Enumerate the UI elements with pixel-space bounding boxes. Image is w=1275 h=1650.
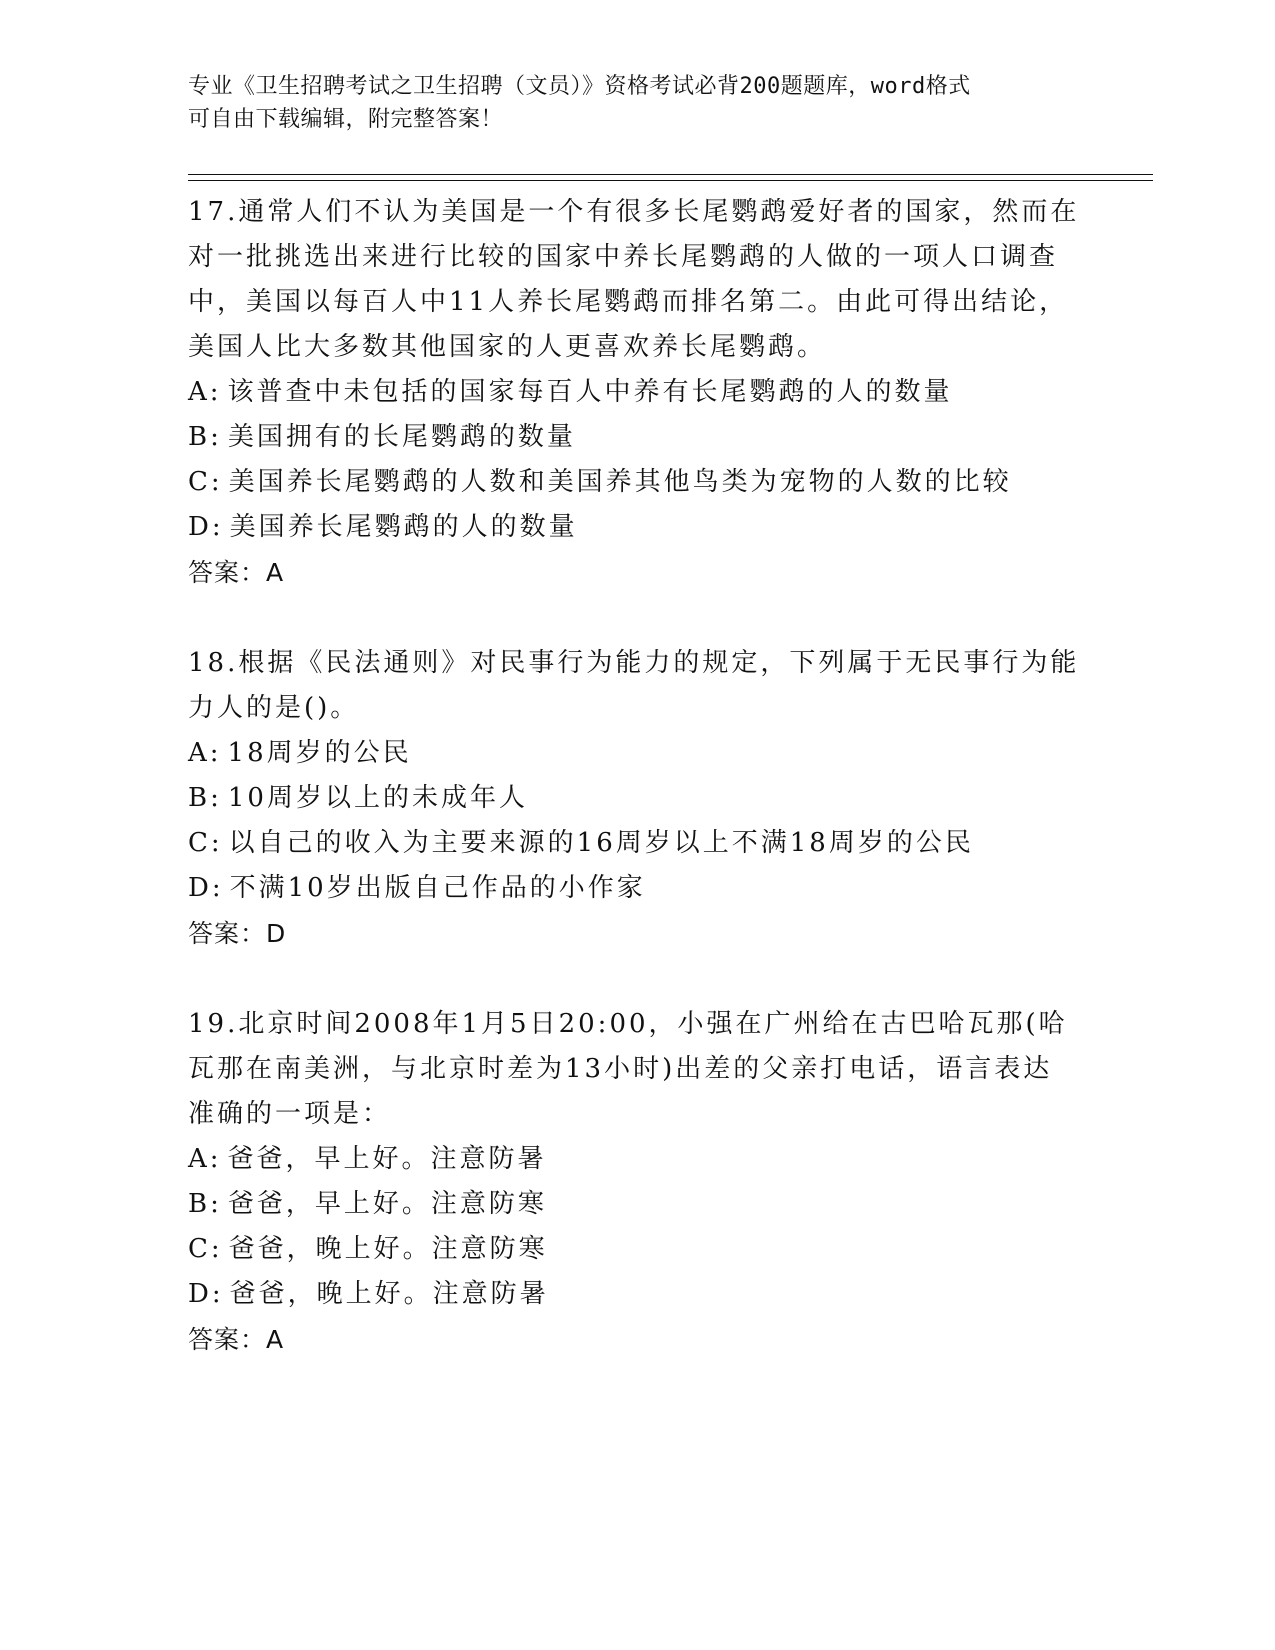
- option-text: 爸爸，早上好。注意防寒: [227, 1189, 547, 1219]
- option-letter: A:: [188, 1144, 222, 1174]
- option-b: [188, 1182, 1088, 1227]
- document-header: [188, 70, 1068, 136]
- question-17: [188, 190, 1088, 595]
- option-letter: D:: [188, 1279, 224, 1309]
- header-title-line-1: 专业《卫生招聘考试之卫生招聘（文员）》资格考试必背200题题库，word格式: [188, 74, 971, 99]
- option-letter: B:: [188, 1189, 222, 1219]
- option-letter: A:: [188, 377, 222, 407]
- answer-line: 答案：A: [188, 1325, 285, 1354]
- option-letter: B:: [188, 422, 222, 452]
- question-spacer: [188, 595, 1088, 641]
- option-text: 美国养长尾鹦鹉的人的数量: [229, 512, 578, 542]
- option-c: [188, 1227, 1088, 1272]
- header-divider-top: [188, 174, 1153, 175]
- option-text: 爸爸，晚上好。注意防暑: [229, 1279, 549, 1309]
- question-stem-line: 19.北京时间2008年1月5日20:00，小强在广州给在古巴哈瓦那(哈: [188, 1009, 1068, 1039]
- option-text: 爸爸，早上好。注意防暑: [227, 1144, 547, 1174]
- option-text: 18周岁的公民: [227, 738, 412, 768]
- header-divider-bottom: [188, 180, 1153, 181]
- option-letter: B:: [188, 783, 222, 813]
- option-text: 不满10岁出版自己作品的小作家: [229, 873, 646, 903]
- option-b: [188, 776, 1088, 821]
- option-b: [188, 415, 1088, 460]
- header-title-line-2: 可自由下载编辑，附完整答案！: [188, 107, 504, 132]
- option-letter: D:: [188, 873, 224, 903]
- question-stem-line: 对一批挑选出来进行比较的国家中养长尾鹦鹉的人做的一项人口调查: [188, 242, 1059, 272]
- option-d: [188, 1272, 1088, 1317]
- option-a: [188, 1137, 1088, 1182]
- question-stem-line: 18.根据《民法通则》对民事行为能力的规定，下列属于无民事行为能: [188, 648, 1080, 678]
- question-stem-line: 准确的一项是：: [188, 1099, 392, 1129]
- option-d: [188, 505, 1088, 550]
- question-stem-line: 中，美国以每百人中11人养长尾鹦鹉而排名第二。由此可得出结论，: [188, 287, 1069, 317]
- question-18: [188, 641, 1088, 956]
- option-text: 爸爸，晚上好。注意防寒: [228, 1234, 548, 1264]
- question-19: [188, 1002, 1088, 1362]
- option-text: 10周岁以上的未成年人: [227, 783, 528, 813]
- question-stem-line: 17.通常人们不认为美国是一个有很多长尾鹦鹉爱好者的国家，然而在: [188, 197, 1080, 227]
- option-letter: C:: [188, 1234, 223, 1264]
- option-letter: C:: [188, 467, 223, 497]
- option-text: 该普查中未包括的国家每百人中养有长尾鹦鹉的人的数量: [227, 377, 953, 407]
- question-list: [188, 190, 1088, 1362]
- option-c: [188, 821, 1088, 866]
- question-spacer: [188, 956, 1088, 1002]
- question-stem-line: 力人的是()。: [188, 693, 360, 723]
- option-letter: D:: [188, 512, 224, 542]
- option-text: 美国拥有的长尾鹦鹉的数量: [227, 422, 576, 452]
- option-letter: C:: [188, 828, 223, 858]
- question-stem-line: 美国人比大多数其他国家的人更喜欢养长尾鹦鹉。: [188, 332, 827, 362]
- option-a: [188, 370, 1088, 415]
- option-text: 以自己的收入为主要来源的16周岁以上不满18周岁的公民: [228, 828, 974, 858]
- question-stem-line: 瓦那在南美洲，与北京时差为13小时)出差的父亲打电话，语言表达: [188, 1054, 1053, 1084]
- option-text: 美国养长尾鹦鹉的人数和美国养其他鸟类为宠物的人数的比较: [228, 467, 1012, 497]
- option-c: [188, 460, 1088, 505]
- option-letter: A:: [188, 738, 222, 768]
- answer-line: 答案：A: [188, 558, 285, 587]
- option-a: [188, 731, 1088, 776]
- answer-line: 答案：D: [188, 919, 287, 948]
- option-d: [188, 866, 1088, 911]
